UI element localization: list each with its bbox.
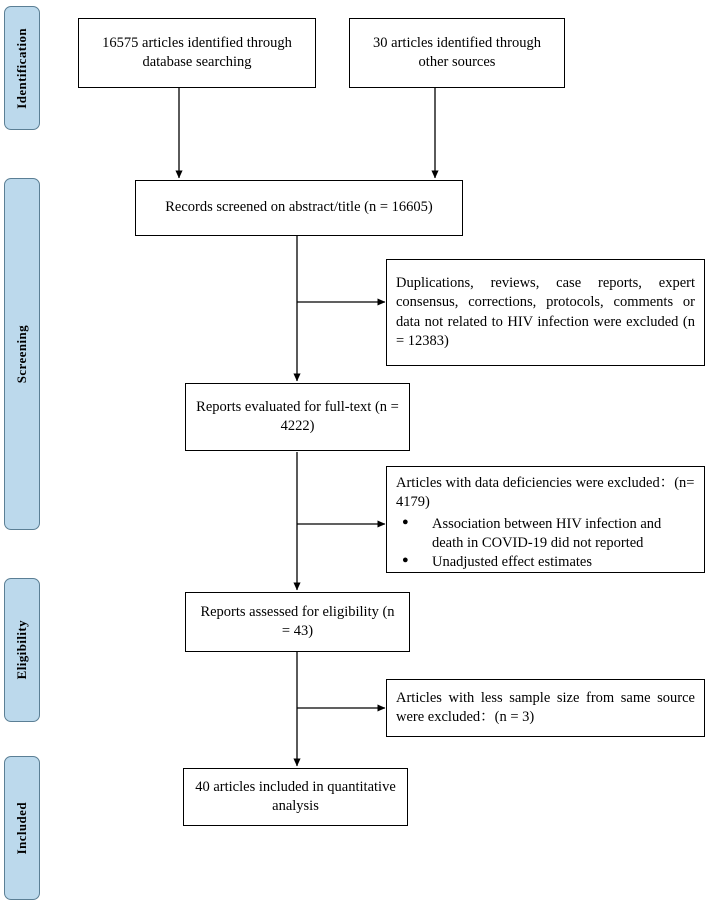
node-reports-full-text-text: Reports evaluated for full-text (n = 4222): [196, 398, 399, 434]
node-included-quantitative: [183, 768, 408, 826]
stage-label-screening-text: Screening: [14, 324, 29, 384]
node-records-screened-text: Records screened on abstract/title (n = 16605): [165, 199, 433, 216]
node-database-searching-text: 16575 articles identified through database searching: [102, 34, 292, 70]
stage-label-included-text: Included: [14, 801, 29, 855]
node-excluded-duplications-text: Duplications, reviews, case reports, expert consensus, corrections, protocols, comments or data not related to HIV infection were excluded (n = 12383): [396, 274, 695, 349]
stage-label-eligibility: [4, 578, 40, 722]
node-reports-full-text: [185, 383, 410, 451]
node-included-quantitative-text: 40 articles included in quantitative analysis: [195, 778, 396, 814]
stage-label-eligibility-text: Eligibility: [14, 620, 29, 680]
list-item: ● Unadjusted effect estimates: [396, 553, 695, 572]
node-excluded-data-deficiencies-text: Articles with data deficiencies were excluded：(n= 4179): [396, 475, 695, 511]
node-excluded-sample-size-text: Articles with less sample size from same source were excluded：(n = 3): [396, 689, 695, 725]
node-other-sources: [349, 18, 565, 88]
stage-label-identification: [4, 6, 40, 130]
list-item: ● Association between HIV infection and death in COVID-19 did not reported: [396, 515, 695, 554]
node-reports-eligibility: [185, 592, 410, 652]
node-excluded-duplications: [386, 259, 705, 366]
stage-label-screening: [4, 178, 40, 530]
node-reports-eligibility-text: Reports assessed for eligibility (n = 43): [200, 603, 395, 639]
node-excluded-data-deficiencies-bullets: [396, 515, 695, 573]
node-excluded-data-deficiencies: [386, 466, 705, 573]
stage-label-included: [4, 756, 40, 900]
node-records-screened: [135, 180, 463, 236]
node-other-sources-text: 30 articles identified through other sources: [373, 34, 541, 70]
node-excluded-sample-size: [386, 679, 705, 737]
stage-label-identification-text: Identification: [14, 27, 29, 109]
node-database-searching: [78, 18, 316, 88]
